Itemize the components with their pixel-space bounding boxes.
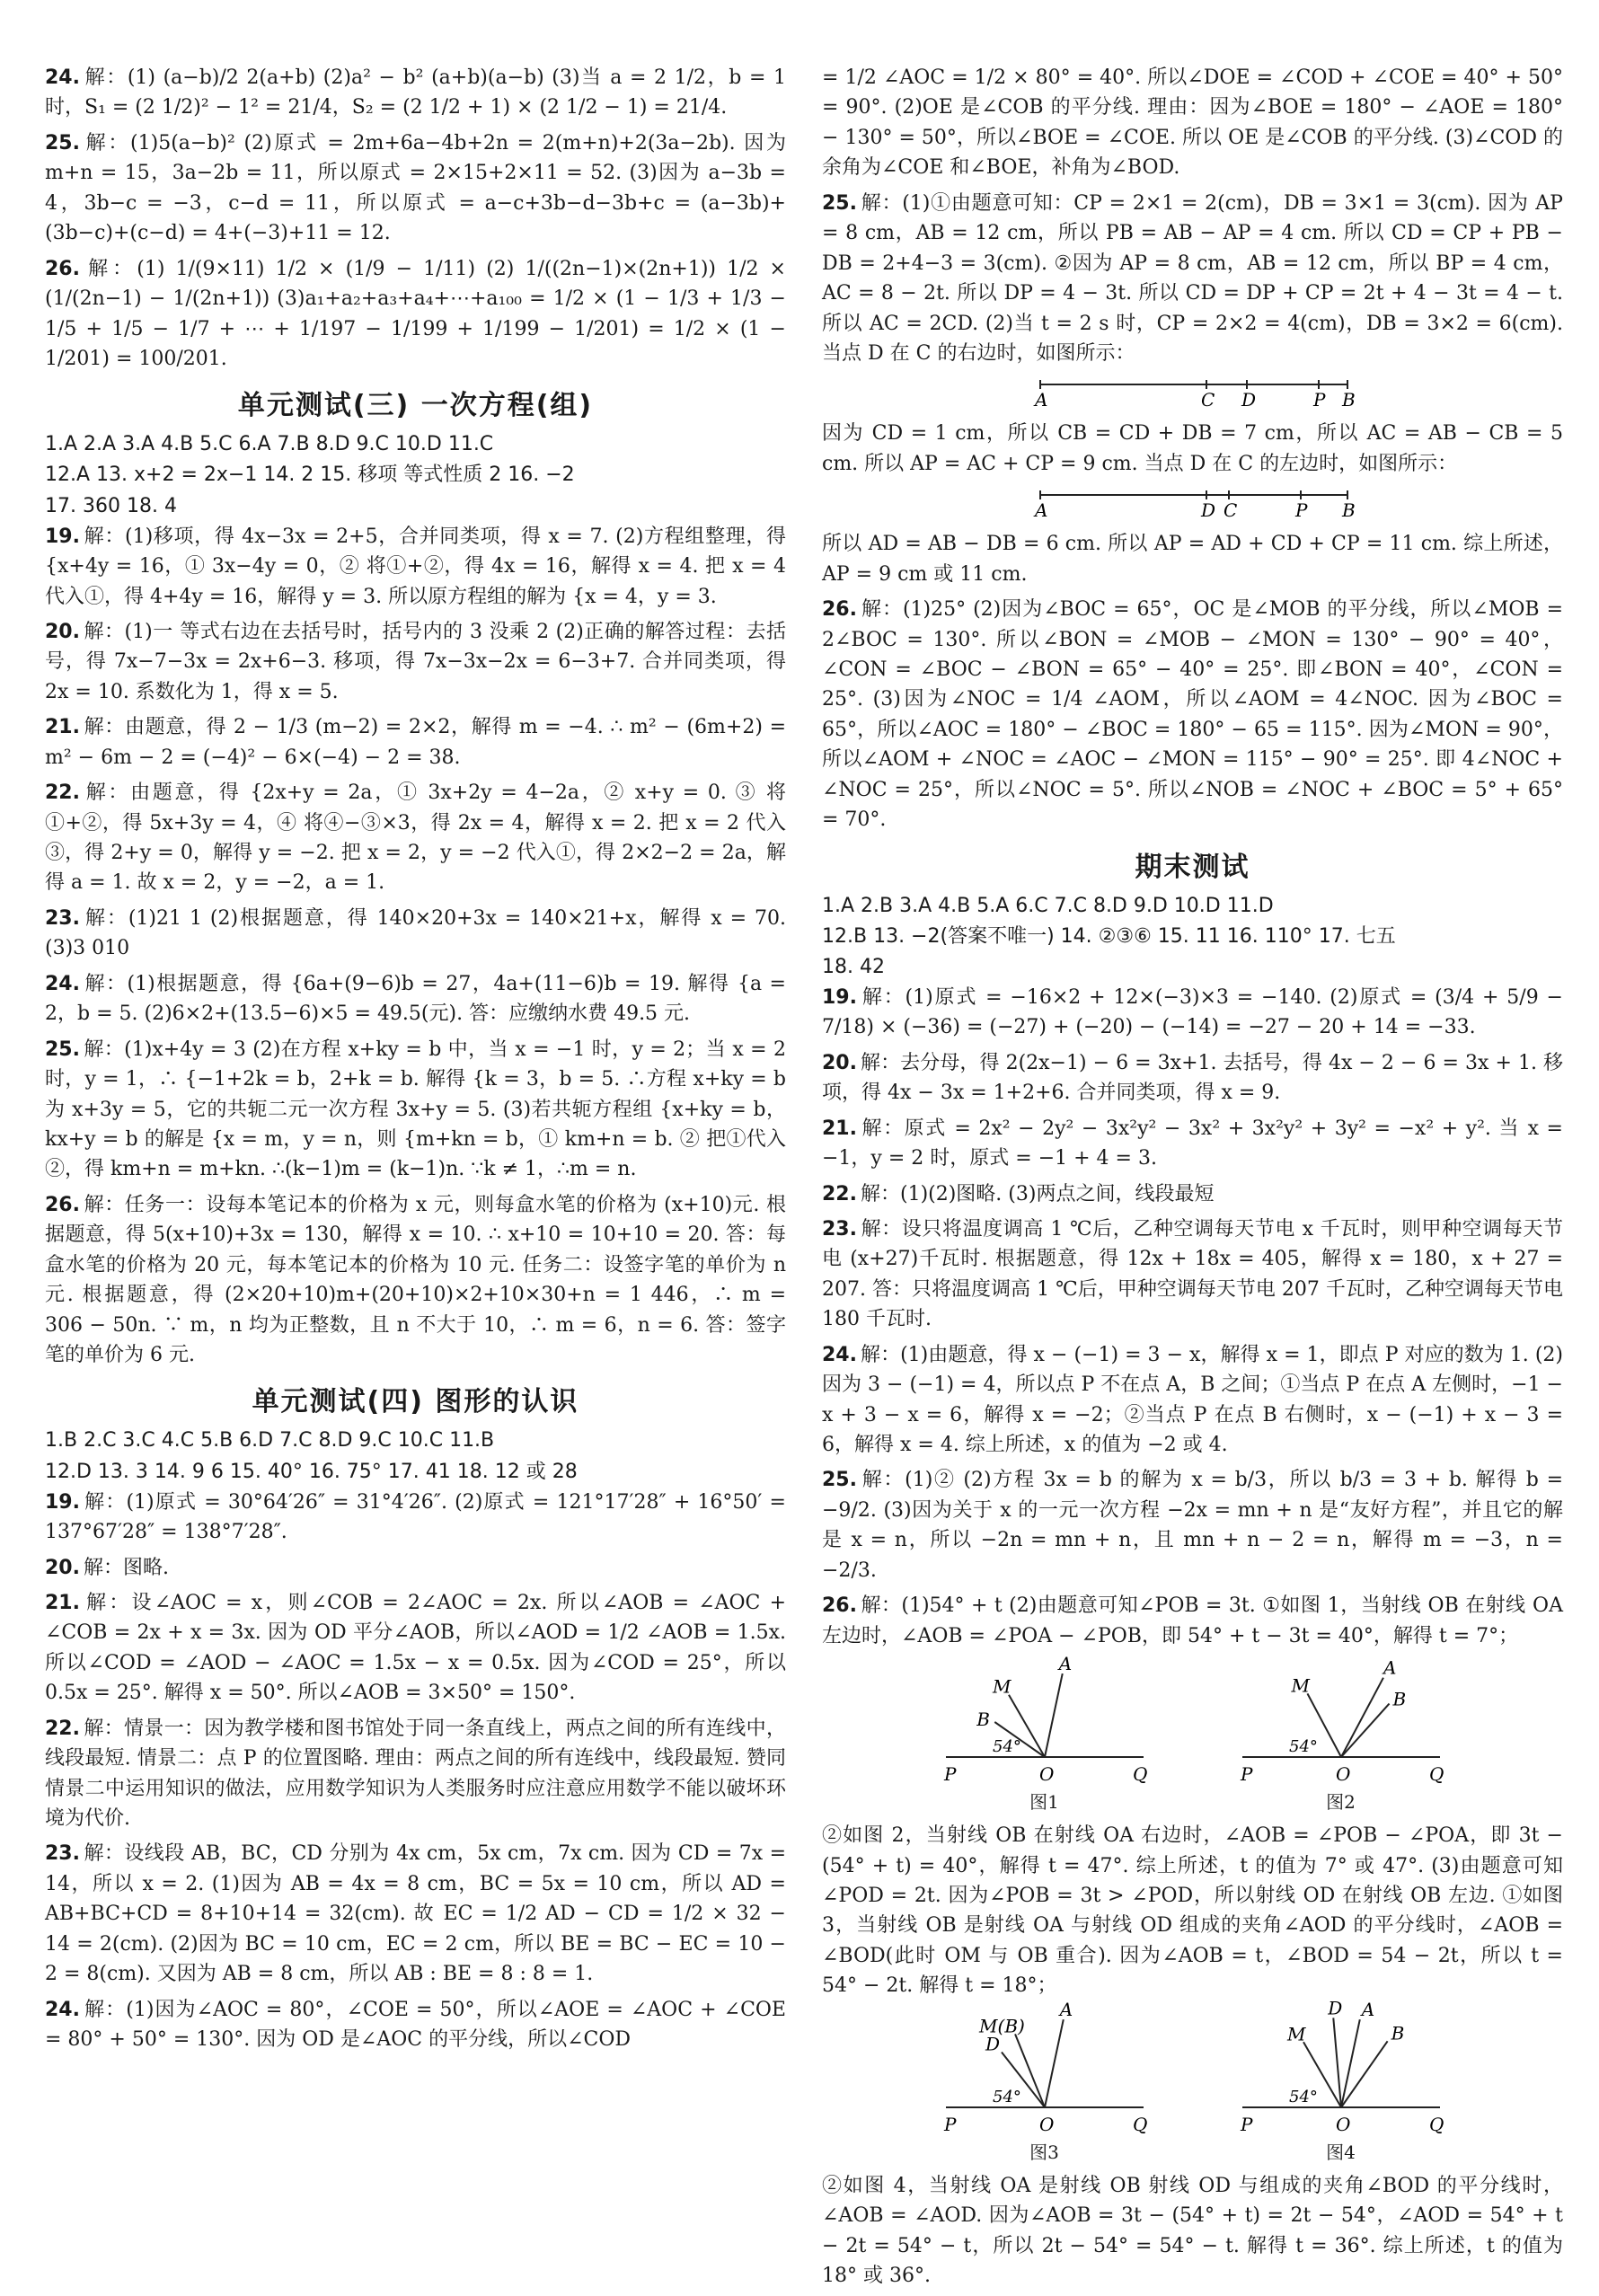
fig3 xyxy=(937,1998,1153,2164)
answer-block xyxy=(45,254,786,375)
figure-caption: 图2 xyxy=(1326,1791,1356,1814)
left-column xyxy=(45,63,786,2061)
question-number: 26. xyxy=(822,598,857,622)
answer-block xyxy=(822,1179,1563,1209)
point-label: B xyxy=(1341,389,1356,411)
answer-block xyxy=(822,1048,1563,1108)
ray-label: A xyxy=(1059,1998,1073,2020)
point-label: P xyxy=(1240,2113,1252,2135)
answer-text: 解：(1)移项，得 4x−3x = 2+5，合并同类项，得 x = 7. (2)方程组整理，得 {x+4y = 16，① 3x−4y = 0，② 将①+②，得 4x = 16，解得 x = 4. 把 x = 4 代入①，得 4+4y = 16，解得 y = 3. 所以原方程组的解为 {x = 4，y = 3. xyxy=(45,525,786,608)
question-number: 25. xyxy=(822,1469,857,1492)
point-label: A xyxy=(1034,499,1047,522)
point-label: O xyxy=(1038,2113,1054,2135)
point-label: O xyxy=(1335,2113,1350,2135)
fig2 xyxy=(1233,1658,1449,1814)
answer-block xyxy=(45,1035,786,1185)
answer-block xyxy=(822,595,1563,835)
answer-text: 解：(1)54° + t (2)由题意可知∠POB = 3t. ①如图 1，当射线 OB 在射线 OA 左边时，∠AOB = ∠POA − ∠POB，即 54° + t − 3t = 40°，解得 t = 7°； xyxy=(822,1594,1563,1647)
answer-block xyxy=(45,1839,786,1989)
fig4-diagram xyxy=(1233,1997,1449,2135)
answer-block xyxy=(45,63,786,123)
question-number: 22. xyxy=(822,1182,857,1205)
answer-block xyxy=(822,1821,1563,2001)
question-number: 26. xyxy=(822,1594,857,1618)
answer-text: 解：(1)原式 = 30°64′26″ = 31°4′26″. (2)原式 = 121°17′28″ + 16°50′ = 137°67′28″ = 138°7′28″. xyxy=(45,1490,786,1544)
answer-text: 解：(1)由题意，得 x − (−1) = 3 − x，解得 x = 1，即点 P 对应的数为 1. (2)因为 3 − (−1) = 4，所以点 P 不在点 A，B 之间；①当点 P 在点 A 左侧时，−1 − x + 3 − x = 6，解得 x = −2；②当点 P 在点 B 右侧时，x − (−1) + x − 3 = 6，解得 x = 4. 综上所述，x 的值为 −2 或 4. xyxy=(822,1343,1563,1457)
answer-text: 解：由题意，得 2 − 1/3 (m−2) = 2×2，解得 m = −4. ∴ m² − (6m+2) = m² − 6m − 2 = (−4)² − 6×(−4) − 2 = 38. xyxy=(45,716,786,769)
answer-block xyxy=(822,1591,1563,1651)
answer-text: 解：(1)x+4y = 3 (2)在方程 x+ky = b 中，当 x = −1 时，y = 2；当 x = 2 时，y = 1，∴ {−1+2k = b，2+k = b. 解得 {k = 3，b = 5. ∴方程 x+ky = b 为 x+3y = 5，它的共轭二元一次方程 3x+y = 5. (3)若共轭方程组 {x+ky = b，kx+y = b 的解是 {x = m，y = n，则 {m+kn = b，① km+n = b. ② 把①代入②，得 km+n = m+kn. ∴(k−1)m = (k−1)n. ∵k ≠ 1，∴m = n. xyxy=(45,1038,786,1181)
right-column xyxy=(822,63,1563,2296)
answer-text: 解：(1) (a−b)/2 2(a+b) (2)a² − b² (a+b)(a−b) (3)当 a = 2 1/2，b = 1 时，S₁ = (2 1/2)² − 1² = 21/4，S₂ = (2 1/2 + 1) × (2 1/2 − 1) = 21/4. xyxy=(45,66,786,119)
ray-label: D xyxy=(985,2033,1000,2055)
question-number: 23. xyxy=(45,906,80,930)
question-number: 26. xyxy=(45,1193,80,1216)
answer-text: 解：(1)② (2)方程 3x = b 的解为 x = b/3，所以 b/3 = 3 + b. 解得 b = −9/2. (3)因为关于 x 的一元一次方程 −2x = mn + n 是“友好方程”，并且它的解是 x = n，所以 −2n = mn + n，且 mn + n − 2 = n，解得 m = −3，n = −2/3. xyxy=(822,1469,1563,1582)
point-label: D xyxy=(1200,499,1215,522)
answer-text: 解：图略. xyxy=(83,1556,169,1579)
choice-answers: 1.A 2.A 3.A 4.B 5.C 6.A 7.B 8.D 9.C 10.D 11.C xyxy=(45,433,494,456)
answer-text: 解：(1)(2)图略. (3)两点之间，线段最短 xyxy=(860,1182,1215,1205)
answer-block xyxy=(822,1340,1563,1461)
point-label: P xyxy=(943,2113,956,2135)
answer-text: 解：(1)21 1 (2)根据题意，得 140×20+3x = 140×21+x，解得 x = 70. (3)3 010 xyxy=(45,906,786,960)
ray-label: M xyxy=(992,1675,1011,1698)
figures-1-2 xyxy=(822,1653,1563,1814)
ray-label: B xyxy=(1392,1688,1406,1710)
point-label: Q xyxy=(1132,1763,1147,1786)
ray-label: A xyxy=(1058,1653,1072,1675)
choice-answers: 17. 360 18. 4 xyxy=(45,494,177,517)
question-number: 19. xyxy=(45,525,80,548)
point-label: A xyxy=(1034,389,1047,411)
ray xyxy=(1045,2019,1064,2107)
answer-text: 解：去分母，得 2(2x−1) − 6 = 3x+1. 去括号，得 4x − 2 − 6 = 3x + 1. 移项，得 4x − 3x = 1+2+6. 合并同类项，得 x = 9. xyxy=(822,1051,1563,1105)
choice-answers: 18. 42 xyxy=(822,955,885,978)
answer-text: 解：情景一：因为教学楼和图书馆处于同一条直线上，两点之间的所有连线中，线段最短. 情景二：点 P 的位置图略. 理由：两点之间的所有连线中，线段最短. 赞同情景二中运用知识的做法，应用数学知识为人类服务时应注意应用数学不能以破坏环境为代价. xyxy=(45,1717,786,1831)
answer-text: 所以 AD = AB − DB = 6 cm. 所以 AP = AD + CD + CP = 11 cm. 综上所述，AP = 9 cm 或 11 cm. xyxy=(822,533,1563,586)
section-title: 期末测试 xyxy=(1135,851,1250,883)
answer-block xyxy=(45,128,786,249)
fig2-diagram xyxy=(1233,1658,1449,1784)
answer-text: ②如图 2，当射线 OB 在射线 OA 右边时，∠AOB = ∠POB − ∠POA，即 3t − (54° + t) = 40°，解得 t = 47°. 综上所述，t 的值为 7° 或 47°. (3)由题意可知∠POD = 2t. 因为∠POB = 3t > ∠POD，所以射线 OD 在射线 OB 左边. ①如图 3，当射线 OB 是射线 OA 与射线 OD 组成的夹角∠AOD 的平分线时，∠AOB = ∠BOD(此时 OM 与 OB 重合). 因为∠AOB = t，∠BOD = 54 − 2t，所以 t = 54° − 2t. 解得 t = 18°； xyxy=(822,1824,1563,1998)
answer-block xyxy=(822,1214,1563,1335)
answer-text: 解：任务一：设每本笔记本的价格为 x 元，则每盒水笔的价格为 (x+10)元. 根据题意，得 5(x+10)+3x = 130，解得 x = 10. ∴ x+10 = 10+10 = 20. 答：每盒水笔的价格为 20 元，每本笔记本的价格为 10 元. 任务二：设签字笔的单价为 n 元. 根据题意，得 (2×20+10)m+(20+10)×2+10×30+n = 1 446，∴ m = 306 − 50n. ∵ m，n 均为正整数，且 n 不大于 10，∴ m = 6，n = 6. 答：签字笔的单价为 6 元. xyxy=(45,1193,786,1367)
point-label: B xyxy=(1341,499,1356,522)
answer-block xyxy=(45,1553,786,1583)
answer-text: 解：(1)25° (2)因为∠BOC = 65°，OC 是∠MOB 的平分线，所以∠MOB = 2∠BOC = 130°. 所以∠BON = ∠MOB − ∠MON = 130° − 90° = 40°，∠CON = ∠BOC − ∠BON = 65° − 40° = 25°. 即∠BON = 40°，∠CON = 25°. (3)因为∠NOC = 1/4 ∠AOM，所以∠AOM = 4∠NOC. 因为∠BOC = 65°，所以∠AOC = 180° − ∠BOC = 180° − 65 = 115°. 因为∠MON = 90°，所以∠AOM + ∠NOC = ∠AOC − ∠MON = 115° − 90° = 25°. 即 4∠NOC + ∠NOC = 25°，所以∠NOC = 5°. 所以∠NOB = ∠NOC + ∠BOC = 5° + 65° = 70°. xyxy=(822,598,1563,832)
point-label: Q xyxy=(1428,1763,1444,1786)
point-label: P xyxy=(1294,499,1307,522)
figure-caption: 图4 xyxy=(1326,2141,1356,2163)
section-title: 单元测试(四) 图形的认识 xyxy=(252,1386,579,1418)
point-label: C xyxy=(1200,389,1215,411)
angle-label: 54° xyxy=(992,2087,1021,2106)
figure-caption: 图1 xyxy=(1029,1791,1059,1814)
ray xyxy=(1333,2018,1341,2107)
answer-text: 解：(1) 1/(9×11) 1/2 × (1/9 − 1/11) (2) 1/((2n−1)×(2n+1)) 1/2 × (1/(2n−1) − 1/(2n+1)) (3)a₁+a₂+a₃+a₄+⋯+a₁₀₀ = 1/2 × (1 − 1/3 + 1/3 − 1/5 + 1/5 − 1/7 + ⋯ + 1/197 − 1/199 + 1/199 − 1/201) = 1/2 × (1 − 1/201) = 100/201. xyxy=(45,257,786,370)
answer-block xyxy=(822,983,1563,1043)
answer-block xyxy=(45,1588,786,1709)
angle-label: 54° xyxy=(1288,2087,1318,2106)
answer-text: 解：(1)因为∠AOC = 80°，∠COE = 50°，所以∠AOE = ∠AOC + ∠COE = 80° + 50° = 130°. 因为 OD 是∠AOC 的平分线，所以∠COD xyxy=(45,1998,786,2052)
fig3-diagram xyxy=(937,1998,1153,2135)
answer-block xyxy=(45,617,786,707)
point-label: Q xyxy=(1428,2113,1444,2135)
ray-label: D xyxy=(1327,1997,1342,2019)
question-number: 21. xyxy=(822,1117,857,1140)
question-number: 24. xyxy=(45,1998,80,2021)
answer-text: = 1/2 ∠AOC = 1/2 × 80° = 40°. 所以∠DOE = ∠COD + ∠COE = 40° + 50° = 90°. (2)OE 是∠COB 的平分线. 理由：因为∠BOE = 180° − ∠AOE = 180° − 130° = 50°，所以∠BOE = ∠COE. 所以 OE 是∠COB 的平分线. (3)∠COD 的余角为∠COE 和∠BOE，补角为∠BOD. xyxy=(822,66,1563,180)
answer-text: 解：(1)根据题意，得 {6a+(9−6)b = 27，4a+(11−6)b = 19. 解得 {a = 2，b = 5. (2)6×2+(13.5−6)×5 = 49.5(元). 答：应缴纳水费 49.5 元. xyxy=(45,972,786,1026)
answer-text: 解：(1)①由题意可知：CP = 2×1 = 2(cm)，DB = 3×1 = 3(cm). 因为 AP = 8 cm，AB = 12 cm，所以 PB = AB − AP = 4 cm. 所以 CD = CP + PB − DB = 2+4−3 = 3(cm). ②因为 AP = 8 cm，AB = 12 cm，所以 BP = 4 cm，AC = 8 − 2t. 所以 DP = 4 − 3t. 所以 CD = DP + CP = 2t + 4 − 3t = 4 − t. 所以 AC = 2CD. (2)当 t = 2 s 时，CP = 2×2 = 4(cm)，DB = 3×2 = 6(cm). 当点 D 在 C 的右边时，如图所示： xyxy=(822,191,1563,365)
answer-text: 解：由题意，得 {2x+y = 2a，① 3x+2y = 4−2a，② x+y = 0. ③ 将①+②，得 5x+3y = 4，④ 将④−③×3，得 2x = 4，解得 x = 2. 把 x = 2 代入③，得 2+y = 0，解得 y = −2. 把 x = 2，y = −2 代入①，得 2×2−2 = 2a，解得 a = 1. 故 x = 2，y = −2，a = 1. xyxy=(45,782,786,895)
point-label: P xyxy=(1312,389,1325,411)
answer-text: 解：(1)原式 = −16×2 + 12×(−3)×3 = −140. (2)原式 = (3/4 + 5/9 − 7/18) × (−36) = (−27) + (−20) − (−14) = −27 − 20 + 14 = −33. xyxy=(822,985,1563,1039)
question-number: 20. xyxy=(45,620,80,643)
answer-text: 解：设∠AOC = x，则∠COB = 2∠AOC = 2x. 所以∠AOB = ∠AOC + ∠COB = 2x + x = 3x. 因为 OD 平分∠AOB，所以∠AOD = 1/2 ∠AOB = 1.5x. 所以∠COD = ∠AOD − ∠AOC = 1.5x − x = 0.5x. 因为∠COD = 25°，所以 0.5x = 25°. 解得 x = 50°. 所以∠AOB = 3×50° = 150°. xyxy=(45,1591,786,1705)
answer-block xyxy=(45,1488,786,1548)
answer-block xyxy=(822,2171,1563,2292)
answer-block xyxy=(822,63,1563,183)
question-number: 20. xyxy=(45,1556,80,1579)
answer-block xyxy=(45,904,786,964)
choice-answers: 12.D 13. 3 14. 9 6 15. 40° 16. 75° 17. 41 18. 12 或 28 xyxy=(45,1460,578,1483)
point-label: C xyxy=(1223,499,1237,522)
figures-3-4 xyxy=(822,1997,1563,2164)
answer-block xyxy=(45,1714,786,1834)
fig4 xyxy=(1233,1997,1449,2164)
question-number: 22. xyxy=(45,1717,80,1740)
answer-block xyxy=(822,1465,1563,1585)
ray-label: M xyxy=(1290,1674,1310,1697)
question-number: 24. xyxy=(45,972,80,995)
answer-block xyxy=(45,778,786,898)
segment-diagram-2 xyxy=(1031,484,1355,524)
choice-answers: 12.B 13. −2(答案不唯一) 14. ②③⑥ 15. 11 16. 110° 17. 七五 xyxy=(822,924,1396,948)
question-number: 20. xyxy=(822,1051,857,1074)
angle-label: 54° xyxy=(1288,1737,1318,1757)
section-title: 单元测试(三) 一次方程(组) xyxy=(237,390,594,422)
ray xyxy=(1045,1673,1063,1757)
point-label: D xyxy=(1241,389,1256,411)
question-number: 19. xyxy=(45,1490,80,1514)
question-number: 24. xyxy=(822,1343,857,1366)
fig1-diagram xyxy=(937,1653,1153,1786)
question-number: 25. xyxy=(45,1038,80,1061)
answer-text: ②如图 4，当射线 OA 是射线 OB 射线 OD 与组成的夹角∠BOD 的平分线时，∠AOB = ∠AOD. 因为∠AOB = 3t − (54° + t) = 2t − 54°，∠AOD = 54° + t − 2t = 54° − t，所以 2t − 54° = 54° − t. 解得 t = 36°. 综上所述，t 的值为 18° 或 36°. xyxy=(822,2174,1563,2288)
question-number: 19. xyxy=(822,985,857,1009)
question-number: 23. xyxy=(822,1217,857,1241)
ray-label: A xyxy=(1383,1656,1396,1679)
answer-text: 解：设线段 AB，BC，CD 分别为 4x cm，5x cm，7x cm. 因为 CD = 7x = 14，所以 x = 2. (1)因为 AB = 4x = 8 cm，BC = 5x = 10 cm，所以 AD = AB+BC+CD = 8+10+14 = 32(cm). 故 EC = 1/2 AD − CD = 1/2 × 32 − 14 = 2(cm). (2)因为 BC = 10 cm，EC = 2 cm，所以 BE = BC − EC = 10 − 2 = 8(cm). 又因为 AB = 8 cm，所以 AB : BE = 8 : 8 = 1. xyxy=(45,1842,786,1986)
point-label: O xyxy=(1335,1763,1350,1786)
answer-block xyxy=(45,1190,786,1371)
question-number: 25. xyxy=(822,191,857,215)
answer-text: 因为 CD = 1 cm，所以 CB = CD + DB = 7 cm，所以 AC = AB − CB = 5 cm. 所以 AP = AC + CP = 9 cm. 当点 D 在 C 的左边时，如图所示： xyxy=(822,422,1563,475)
ray-label: M(B) xyxy=(978,2015,1025,2037)
answer-block xyxy=(45,969,786,1029)
question-number: 24. xyxy=(45,66,80,89)
answer-block xyxy=(45,522,786,612)
answer-block xyxy=(822,1114,1563,1174)
point-label: P xyxy=(943,1763,956,1786)
ray-label: B xyxy=(1391,2021,1404,2044)
segment-diagram-1 xyxy=(1031,374,1355,413)
point-label: O xyxy=(1038,1763,1054,1786)
question-number: 21. xyxy=(45,716,80,739)
choice-answers: 12.A 13. x+2 = 2x−1 14. 2 15. 移项 等式性质 2 16. −2 xyxy=(45,464,575,487)
question-number: 25. xyxy=(45,131,80,155)
question-number: 22. xyxy=(45,782,80,805)
answer-block xyxy=(45,712,786,773)
question-number: 23. xyxy=(45,1842,80,1866)
point-label: P xyxy=(1240,1763,1252,1786)
answer-block xyxy=(45,1995,786,2055)
ray-label: B xyxy=(976,1709,990,1731)
angle-label: 54° xyxy=(992,1737,1021,1757)
answer-block xyxy=(822,419,1563,479)
ray-label: A xyxy=(1361,1998,1374,2020)
ray-label: M xyxy=(1286,2022,1305,2044)
question-number: 21. xyxy=(45,1591,80,1614)
answer-text: 解：设只将温度调高 1 ℃后，乙种空调每天节电 x 千瓦时，则甲种空调每天节电 (x+27)千瓦时. 根据题意，得 12x + 18x = 405，解得 x = 180，x + 27 = 207. 答：只将温度调高 1 ℃后，甲种空调每天节电 207 千瓦时，乙种空调每天节电 180 千瓦时. xyxy=(822,1217,1563,1331)
fig1 xyxy=(937,1653,1153,1814)
answer-text: 解：(1)5(a−b)² (2)原式 = 2m+6a−4b+2n = 2(m+n)+2(3a−2b). 因为 m+n = 15，3a−2b = 11，所以原式 = 2×15+2×11 = 52. (3)因为 a−3b = 4，3b−c = −3，c−d = 11，所以原式 = a−c+3b−d−3b+c = (a−3b)+(3b−c)+(c−d) = 4+(−3)+11 = 12. xyxy=(45,131,786,245)
answer-block xyxy=(822,189,1563,369)
figure-caption: 图3 xyxy=(1029,2141,1059,2163)
answer-text: 解：原式 = 2x² − 2y² − 3x²y² − 3x² + 3x²y² + 3y² = −x² + y². 当 x = −1，y = 2 时，原式 = −1 + 4 = 3. xyxy=(822,1117,1563,1170)
answer-block xyxy=(822,529,1563,589)
question-number: 26. xyxy=(45,257,80,280)
choice-answers: 1.A 2.B 3.A 4.B 5.A 6.C 7.C 8.D 9.D 10.D 11.D xyxy=(822,894,1274,917)
answer-text: 解：(1)一 等式右边在去括号时，括号内的 3 没乘 2 (2)正确的解答过程：去括号，得 7x−7−3x = 2x+6−3. 移项，得 7x−3x−2x = 6−3+7. 合并同类项，得 2x = 10. 系数化为 1，得 x = 5. xyxy=(45,620,786,703)
choice-answers: 1.B 2.C 3.C 4.C 5.B 6.D 7.C 8.D 9.C 10.C 11.B xyxy=(45,1429,495,1453)
point-label: Q xyxy=(1132,2113,1147,2135)
